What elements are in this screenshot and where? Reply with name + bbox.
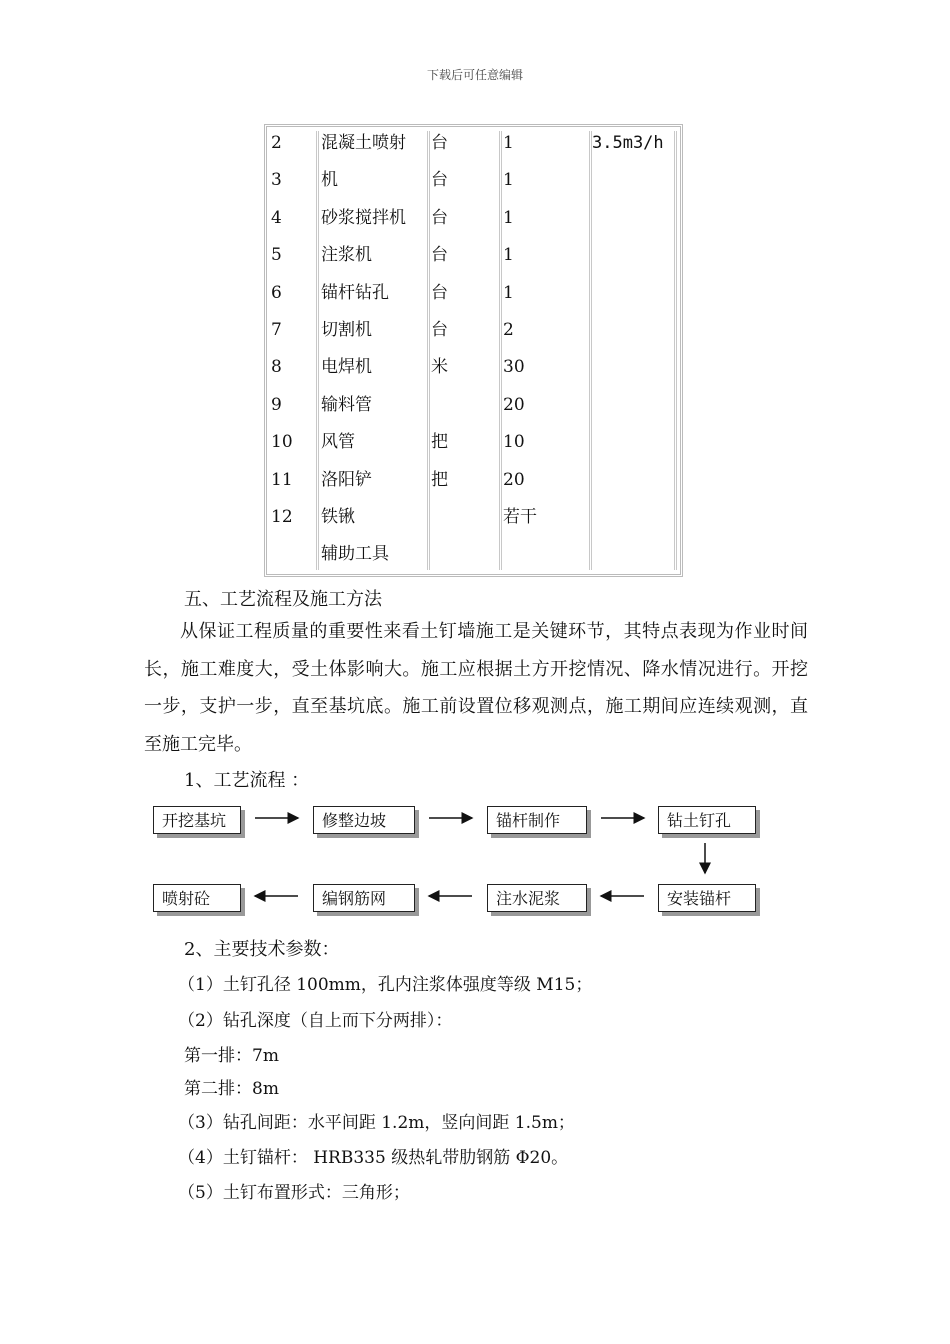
table-cell-name: 砂浆搅拌机: [321, 207, 406, 228]
table-cell-no: 5: [271, 245, 282, 266]
flow-step-drill-hole: 钻土钉孔: [658, 806, 756, 834]
table-cell-no: 2: [271, 133, 282, 153]
table-cell-no: 3: [271, 170, 282, 191]
table-cell-spec: 3.5m3/h: [592, 133, 664, 153]
param-item: 第一排：7m: [184, 1046, 279, 1066]
table-cell-qty: 1: [503, 133, 514, 153]
table-cell-no: 8: [271, 357, 282, 378]
param-item: （4）土钉锚杆： HRB335 级热轧带肋钢筋 Φ20。: [178, 1148, 569, 1168]
table-cell-name: 混凝土喷射: [321, 133, 406, 153]
flow-step-trim-slope: 修整边坡: [313, 806, 415, 834]
table-cell-name: 输料管: [321, 394, 372, 415]
flow-step-steel-mesh: 编钢筋网: [313, 884, 415, 912]
param-item: （1）土钉孔径 100mm，孔内注浆体强度等级 M15；: [178, 975, 593, 995]
table-cell-name: 切割机: [321, 320, 372, 340]
table-cell-no: 7: [271, 320, 282, 340]
body-paragraph: 从保证工程质量的重要性来看土钉墙施工是关键环节，其特点表现为作业时间长，施工难度大，受土体影响大。施工应根据土方开挖情况、降水情况进行。开挖一步，支护一步，直至基坑底。施工前设置位移观测点，施工期间应连续观测，直至施工完毕。: [144, 621, 808, 755]
flow-step-make-anchor: 锚杆制作: [487, 806, 587, 834]
table-cell-qty: 1: [503, 207, 514, 228]
table-cell-unit: 台: [431, 133, 448, 153]
table-cell-qty: 20: [503, 394, 525, 415]
table-cell-name: 电焊机: [321, 357, 372, 378]
flow-step-grout: 注水泥浆: [487, 884, 587, 912]
table-cell-no: 10: [271, 432, 293, 453]
flow-step-shotcrete: 喷射砼: [153, 884, 241, 912]
param-item: （2）钻孔深度（自上而下分两排）：: [178, 1011, 453, 1031]
table-cell-unit: 台: [431, 320, 448, 340]
table-cell-unit: 台: [431, 170, 448, 191]
table-cell-qty: 30: [503, 357, 525, 378]
table-cell-no: 4: [271, 207, 282, 228]
table-cell-qty: 1: [503, 170, 514, 191]
param-item: （5）土钉布置形式：三角形；: [178, 1183, 410, 1203]
flow-step-excavate: 开挖基坑: [153, 806, 241, 834]
table-cell-unit: 台: [431, 245, 448, 266]
flow-step-install-anchor: 安装锚杆: [658, 884, 756, 912]
page-header: 下载后可任意编辑: [426, 68, 523, 82]
flow-title: 1、工艺流程 ：: [184, 770, 310, 791]
table-cell-unit: 把: [431, 432, 448, 453]
table-cell-no: 11: [271, 469, 293, 490]
table-cell-name: 洛阳铲: [321, 469, 372, 490]
table-cell-unit: 把: [431, 469, 448, 490]
table-cell-qty: 2: [503, 320, 514, 340]
table-cell-unit: 台: [431, 207, 448, 228]
params-title: 2、主要技术参数：: [184, 939, 340, 960]
table-cell-name: 铁锹: [321, 507, 355, 527]
param-item: 第二排：8m: [184, 1079, 279, 1099]
table-cell-name: 锚杆钻孔: [321, 282, 389, 303]
table-cell-name: 注浆机: [321, 245, 372, 266]
table-cell-qty: 10: [503, 432, 525, 453]
table-cell-unit: 米: [431, 357, 448, 378]
table-cell-name: 风管: [321, 432, 355, 453]
table-cell-unit: 台: [431, 282, 448, 303]
table-cell-qty: 若干: [503, 507, 537, 527]
table-cell-name: 辅助工具: [321, 544, 389, 565]
section-title: 五、工艺流程及施工方法: [184, 589, 382, 610]
param-item: （3）钻孔间距：水平间距 1.2m，竖向间距 1.5m；: [178, 1113, 575, 1133]
table-cell-no: 12: [271, 507, 293, 527]
table-cell-no: 6: [271, 282, 282, 303]
table-cell-qty: 20: [503, 469, 525, 490]
table-cell-qty: 1: [503, 245, 514, 266]
table-cell-qty: 1: [503, 282, 514, 303]
table-cell-name: 机: [321, 170, 338, 191]
table-cell-no: 9: [271, 394, 282, 415]
